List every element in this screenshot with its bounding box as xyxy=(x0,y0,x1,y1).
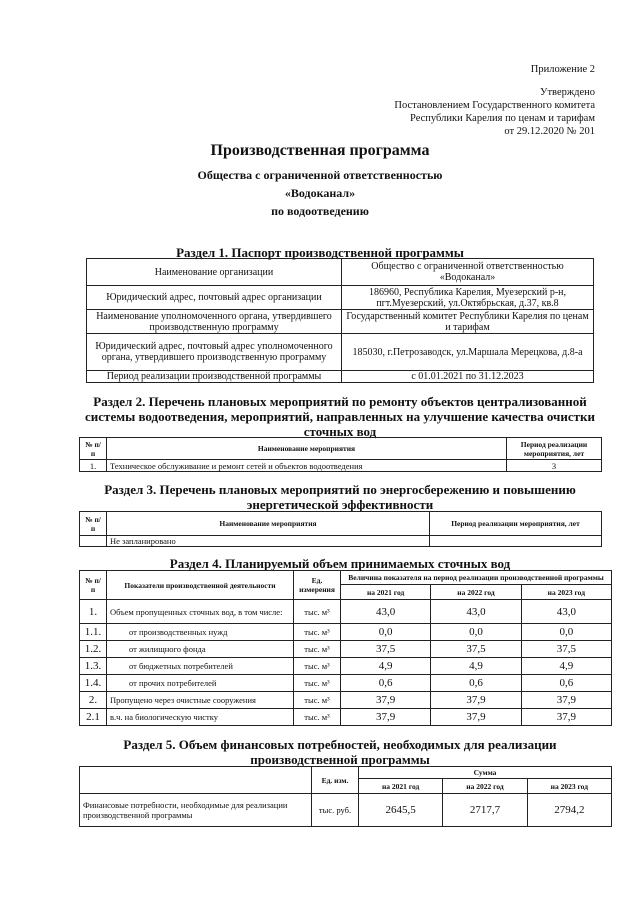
row-name: Пропущено через очистные сооружения xyxy=(107,692,294,709)
row-2021: 2645,5 xyxy=(359,794,443,827)
row-2022: 0,0 xyxy=(431,624,521,641)
row-num: 1. xyxy=(80,460,107,472)
passport-label: Юридический адрес, почтовый адрес уполномоченного органа, утвердившего производственную программу xyxy=(87,334,342,371)
passport-value: Государственный комитет Республики Карелия по ценам и тарифам xyxy=(342,310,594,334)
row-num: 2. xyxy=(80,692,107,709)
row-2022: 43,0 xyxy=(431,600,521,624)
passport-table xyxy=(86,258,594,383)
row-num: 1.1. xyxy=(80,624,107,641)
col-unit-header: Ед. изм. xyxy=(312,767,359,794)
row-name: Финансовые потребности, необходимые для реализации производственной программы xyxy=(80,794,312,827)
row-2023: 37,9 xyxy=(521,709,611,726)
table-row xyxy=(80,709,612,726)
row-unit: тыс. м³ xyxy=(294,641,341,658)
row-2023: 0,0 xyxy=(521,624,611,641)
section-4-title: Раздел 4. Планируемый объем принимаемых сточных вод xyxy=(169,556,511,571)
row-2021: 0,0 xyxy=(341,624,431,641)
section-5-title xyxy=(80,737,600,767)
table-row xyxy=(80,675,612,692)
section-3-title-line-1: Раздел 3. Перечень плановых мероприятий по энергосбережению и повышению xyxy=(104,482,576,497)
appendix-label: Приложение 2 xyxy=(530,64,595,75)
row-name: в.ч. на биологическую чистку xyxy=(107,709,294,726)
row-name: Техническое обслуживание и ремонт сетей и объектов водоотведения xyxy=(107,460,507,472)
table-row xyxy=(87,286,594,310)
row-name: Объем пропущенных сточных вод, в том числе: xyxy=(107,600,294,624)
col-name-header: Наименование мероприятия xyxy=(107,512,430,536)
passport-value: с 01.01.2021 по 31.12.2023 xyxy=(342,371,594,383)
section-5-title-line-1: Раздел 5. Объем финансовых потребностей, необходимых для реализации xyxy=(123,737,557,752)
title-line-2: «Водоканал» xyxy=(284,186,356,200)
table-row xyxy=(80,658,612,675)
table-row xyxy=(80,641,612,658)
col-year-2021: на 2021 год xyxy=(359,779,443,794)
col-name-header: Наименование мероприятия xyxy=(107,438,507,460)
title-line-1: Общества с ограниченной ответственностью xyxy=(197,168,443,182)
row-name: от производственных нужд xyxy=(107,624,294,641)
wastewater-volume-table xyxy=(79,570,612,726)
approved-line-2: Республики Карелия по ценам и тарифам xyxy=(410,113,595,124)
row-2021: 37,9 xyxy=(341,692,431,709)
row-period xyxy=(430,536,602,547)
passport-value: 185030, г.Петрозаводск, ул.Маршала Мерецкова, д.8-а xyxy=(342,334,594,371)
section-3-title-line-2: энергетической эффективности xyxy=(246,497,434,512)
row-unit: тыс. м³ xyxy=(294,658,341,675)
row-name: от жилищного фонда xyxy=(107,641,294,658)
passport-label: Период реализации производственной программы xyxy=(87,371,342,383)
section-2-title-line-1: Раздел 2. Перечень плановых мероприятий по ремонту объектов централизованной xyxy=(93,394,587,409)
approval-block xyxy=(394,86,595,138)
row-2021: 4,9 xyxy=(341,658,431,675)
table-row xyxy=(87,371,594,383)
row-num: 1.3. xyxy=(80,658,107,675)
section-5-title-line-2: производственной программы xyxy=(250,752,430,767)
row-unit: тыс. м³ xyxy=(294,709,341,726)
row-num: 2.1 xyxy=(80,709,107,726)
col-year-2021: на 2021 год xyxy=(341,585,431,600)
financial-needs-table xyxy=(79,766,612,827)
row-2022: 37,5 xyxy=(431,641,521,658)
row-unit: тыс. м³ xyxy=(294,600,341,624)
col-sum-header: Сумма xyxy=(359,767,612,779)
table-header-row xyxy=(80,512,602,536)
title-line-3: по водоотведению xyxy=(271,204,369,218)
passport-label: Наименование организации xyxy=(87,259,342,286)
row-2022: 4,9 xyxy=(431,658,521,675)
row-num xyxy=(80,536,107,547)
row-2022: 0,6 xyxy=(431,675,521,692)
row-num: 1. xyxy=(80,600,107,624)
col-year-2023: на 2023 год xyxy=(521,585,611,600)
row-2023: 37,5 xyxy=(521,641,611,658)
table-row xyxy=(80,692,612,709)
col-period-header: Период реализации мероприятия, лет xyxy=(507,438,602,460)
table-header-row xyxy=(80,767,612,779)
title-subtitle xyxy=(0,166,640,220)
row-2023: 43,0 xyxy=(521,600,611,624)
col-value-header: Величина показателя на период реализации производственной программы xyxy=(341,571,612,585)
table-row xyxy=(87,334,594,371)
table-row xyxy=(87,259,594,286)
row-unit: тыс. руб. xyxy=(312,794,359,827)
col-year-2022: на 2022 год xyxy=(443,779,527,794)
col-year-2022: на 2022 год xyxy=(431,585,521,600)
section-3-title xyxy=(80,482,600,512)
energy-measures-table xyxy=(79,511,602,547)
approved-label: Утверждено xyxy=(540,87,595,98)
repair-measures-table xyxy=(79,437,602,472)
approved-line-3: от 29.12.2020 № 201 xyxy=(504,126,595,137)
section-2-title xyxy=(80,394,600,439)
col-year-2023: на 2023 год xyxy=(527,779,611,794)
row-2021: 0,6 xyxy=(341,675,431,692)
col-period-header: Период реализации мероприятия, лет xyxy=(430,512,602,536)
document-title: Производственная программа xyxy=(210,142,430,159)
table-row xyxy=(80,600,612,624)
row-num: 1.2. xyxy=(80,641,107,658)
row-2022: 37,9 xyxy=(431,692,521,709)
row-2023: 4,9 xyxy=(521,658,611,675)
row-2021: 37,5 xyxy=(341,641,431,658)
row-num: 1.4. xyxy=(80,675,107,692)
passport-label: Наименование уполномоченного органа, утвердившего производственную программу xyxy=(87,310,342,334)
section-1-title: Раздел 1. Паспорт производственной программы xyxy=(176,245,464,260)
row-unit: тыс. м³ xyxy=(294,675,341,692)
table-row xyxy=(80,794,612,827)
table-row xyxy=(80,460,602,472)
table-row xyxy=(80,536,602,547)
section-2-title-line-3: сточных вод xyxy=(303,424,377,439)
passport-value: Общество с ограниченной ответственностью «Водоканал» xyxy=(342,259,594,286)
row-unit: тыс. м³ xyxy=(294,692,341,709)
row-name: от прочих потребителей xyxy=(107,675,294,692)
row-2021: 43,0 xyxy=(341,600,431,624)
col-name-header: Показатели производственной деятельности xyxy=(107,571,294,600)
section-2-title-line-2: системы водоотведения, мероприятий, направленных на улучшение качества очистки xyxy=(85,409,595,424)
table-header-row xyxy=(80,571,612,585)
row-2023: 2794,2 xyxy=(527,794,611,827)
row-period: 3 xyxy=(507,460,602,472)
col-name-header xyxy=(80,767,312,794)
row-unit: тыс. м³ xyxy=(294,624,341,641)
col-num-header: № п/п xyxy=(80,438,107,460)
passport-label: Юридический адрес, почтовый адрес организации xyxy=(87,286,342,310)
row-2022: 37,9 xyxy=(431,709,521,726)
row-name: от бюджетных потребителей xyxy=(107,658,294,675)
col-num-header: № п/п xyxy=(80,512,107,536)
row-2023: 37,9 xyxy=(521,692,611,709)
row-2021: 37,9 xyxy=(341,709,431,726)
table-header-row xyxy=(80,438,602,460)
passport-value: 186960, Республика Карелия, Муезерский р-н, пгт.Муезерский, ул.Октябрьская, д.37, кв.8 xyxy=(342,286,594,310)
table-row xyxy=(80,624,612,641)
col-num-header: № п/п xyxy=(80,571,107,600)
approved-line-1: Постановлением Государственного комитета xyxy=(394,100,595,111)
row-name: Не запланировано xyxy=(107,536,430,547)
table-row xyxy=(87,310,594,334)
row-2023: 0,6 xyxy=(521,675,611,692)
col-unit-header: Ед. измерения xyxy=(294,571,341,600)
row-2022: 2717,7 xyxy=(443,794,527,827)
